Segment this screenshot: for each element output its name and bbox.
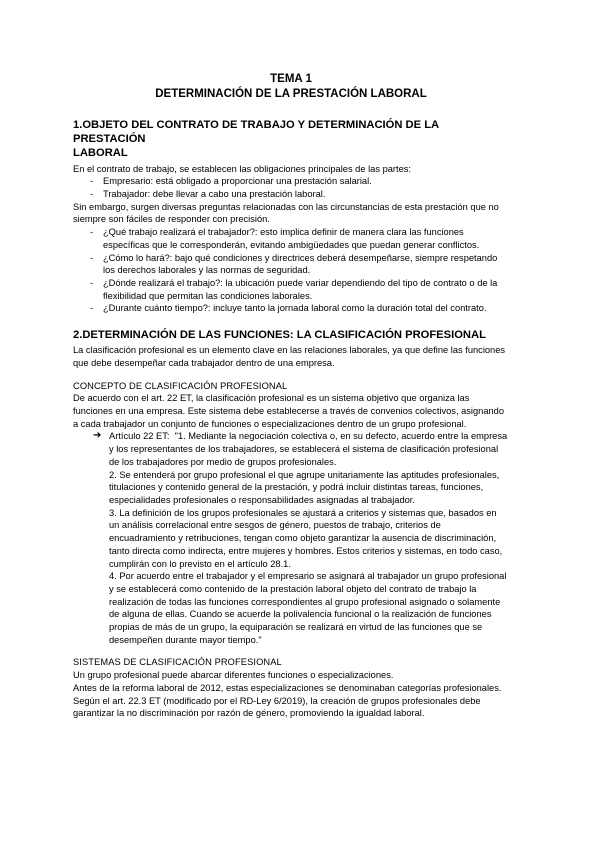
- section1-intro: En el contrato de trabajo, se establecen las obligaciones principales de las partes:: [73, 163, 411, 174]
- article-text-1: "1. Mediante la negociación colectiva o, en su defecto, acuerdo entre la empresa y los representantes de los trabajadores, se establecerá el sistema de clasificación profesional de los trabajadores por medio de grupos profesionales.: [109, 431, 508, 467]
- sistemas-paragraph-2: Antes de la reforma laboral de 2012, estas especializaciones se denominaban categorías profesionales.: [73, 682, 502, 693]
- article-paragraph-4: 4. Por acuerdo entre el trabajador y el empresario se asignará al trabajador un grupo profesional y se establecerá como contenido de la prestación laboral objeto del contrato de trabajo la realización de todas las funciones correspondientes al grupo profesional asignado o solamente de alguna de ellas. Cuando se acuerde la polivalencia funcional o la realización de funciones propias de más de un grupo, la equiparación se realizará en virtud de las funciones que se desempeñen durante mayor tiempo.": [109, 571, 507, 645]
- article-paragraph-1: [109, 430, 509, 468]
- doc-title-line2: DETERMINACIÓN DE LA PRESTACIÓN LABORAL: [155, 88, 427, 100]
- section2-heading: 2.DETERMINACIÓN DE LAS FUNCIONES: LA CLASIFICACIÓN PROFESIONAL: [73, 329, 486, 342]
- list-item: - Empresario: está obligado a proporcionar una prestación salarial.: [73, 175, 509, 188]
- section1-paragraph: Sin embargo, surgen diversas preguntas relacionadas con las circunstancias de esta prestación que no siempre son fáciles de responder con precisión.: [73, 201, 499, 225]
- section1-heading: [73, 118, 509, 161]
- sistemas-paragraph-3: Según el art. 22.3 ET (modificado por el RD-Ley 6/2019), la creación de grupos profesionales debe garantizar la no discriminación por razón de género, promoviendo la igualdad laboral.: [73, 695, 481, 719]
- article-22-quote: [73, 430, 509, 646]
- doc-title-line1: TEMA 1: [270, 73, 312, 85]
- list-item: - ¿Dónde realizará el trabajo?: la ubicación puede variar dependiendo del tipo de contrato o de la flexibilidad que permitan las condiciones laborales.: [73, 277, 509, 302]
- sistemas-heading: SISTEMAS DE CLASIFICACIÓN PROFESIONAL: [73, 657, 282, 668]
- list-item: - ¿Durante cuánto tiempo?: incluye tanto la jornada laboral como la duración total del contrato.: [73, 302, 509, 315]
- article-label: Artículo 22 ET:: [109, 431, 170, 442]
- list-item: - ¿Qué trabajo realizará el trabajador?: esto implica definir de manera clara las funciones específicas que le corresponderán, evitando ambigüedades que puedan generar conflictos.: [73, 226, 509, 251]
- questions-list: [73, 226, 509, 315]
- sistemas-paragraph-1: Un grupo profesional puede abarcar diferentes funciones o especializaciones.: [73, 670, 394, 681]
- concepto-paragraph: De acuerdo con el art. 22 ET, la clasificación profesional es un sistema objetivo que organiza las funciones en una empresa. Este sistema debe establecerse a través de convenios colectivos, asignando a cada trabajador un conjunto de funciones o especializaciones dentro de un grupo profesional.: [73, 393, 505, 429]
- article-paragraph-3: 3. La definición de los grupos profesionales se ajustará a criterios y sistemas que, basados en un análisis correlacional entre sesgos de género, puestos de trabajo, criterios de encuadramiento y retribuciones, tengan como objeto garantizar la ausencia de discriminación, tanto directa como indirecta, entre mujeres y hombres. Estos criterios y sistemas, en todo caso, cumplirán con lo previsto en el artículo 28.1.: [109, 507, 503, 569]
- section2-intro: La clasificación profesional es un elemento clave en las relaciones laborales, ya que define las funciones que debe desempeñar cada trabajador dentro de una empresa.: [73, 345, 506, 368]
- arrow-icon: ➔: [93, 430, 102, 442]
- section1-heading-line2: LABORAL: [73, 147, 128, 160]
- document-content: [73, 72, 509, 720]
- list-item: - Trabajador: debe llevar a cabo una prestación laboral.: [73, 188, 509, 201]
- concepto-heading: CONCEPTO DE CLASIFICACIÓN PROFESIONAL: [73, 380, 288, 391]
- section1-heading-line1: 1.OBJETO DEL CONTRATO DE TRABAJO Y DETERMINACIÓN DE LA PRESTACIÓN: [73, 119, 439, 146]
- list-item: - ¿Cómo lo hará?: bajo qué condiciones y directrices deberá desempeñarse, siempre respetando los derechos laborales y las normas de seguridad.: [73, 252, 509, 277]
- obligations-list: [73, 175, 509, 200]
- article-paragraph-2: 2. Se entenderá por grupo profesional el que agrupe unitariamente las aptitudes profesionales, titulaciones y contenido general de la prestación, y podrá incluir distintas tareas, funciones, especialidades profesionales o responsabilidades asignadas al trabajador.: [109, 469, 500, 505]
- spacer: [73, 315, 509, 328]
